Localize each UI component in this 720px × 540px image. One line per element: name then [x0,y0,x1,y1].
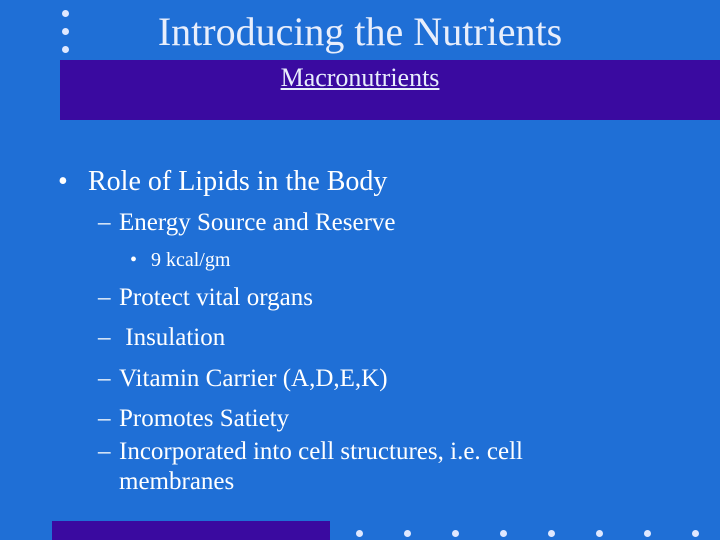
bullet-mark: • [58,166,68,197]
dot-decoration [500,530,507,537]
main-bullet-text: Role of Lipids in the Body [88,166,388,197]
dot-decoration [452,530,459,537]
sub-bullet-text: Vitamin Carrier (A,D,E,K) [119,365,388,392]
sub-bullet-text-continued: membranes [119,468,235,495]
sub-bullet-text: Insulation [119,324,226,351]
sub-bullet-text: Incorporated into cell structures, i.e. cell [119,438,524,465]
dash-mark: – [98,209,111,236]
dot-decoration [644,530,651,537]
sub-bullet-text: Promotes Satiety [119,405,290,432]
sub-sub-bullet-text: 9 kcal/gm [151,249,231,271]
slide-title: Introducing the Nutrients [157,9,563,54]
dash-mark: – [98,324,111,351]
dash-mark: – [98,284,111,311]
dot-decoration [692,530,699,537]
dot-decoration [356,530,363,537]
dot-decoration [596,530,603,537]
sub-bullet-text: Protect vital organs [119,284,313,311]
dot-decoration [404,530,411,537]
dash-mark: – [98,365,111,392]
slide-subtitle: Macronutrients [280,63,440,92]
dash-mark: – [98,405,111,432]
sub-bullet-text: Energy Source and Reserve [119,209,396,236]
bullet-mark: • [130,249,138,271]
dot-decoration [548,530,555,537]
dash-mark: – [98,438,111,465]
